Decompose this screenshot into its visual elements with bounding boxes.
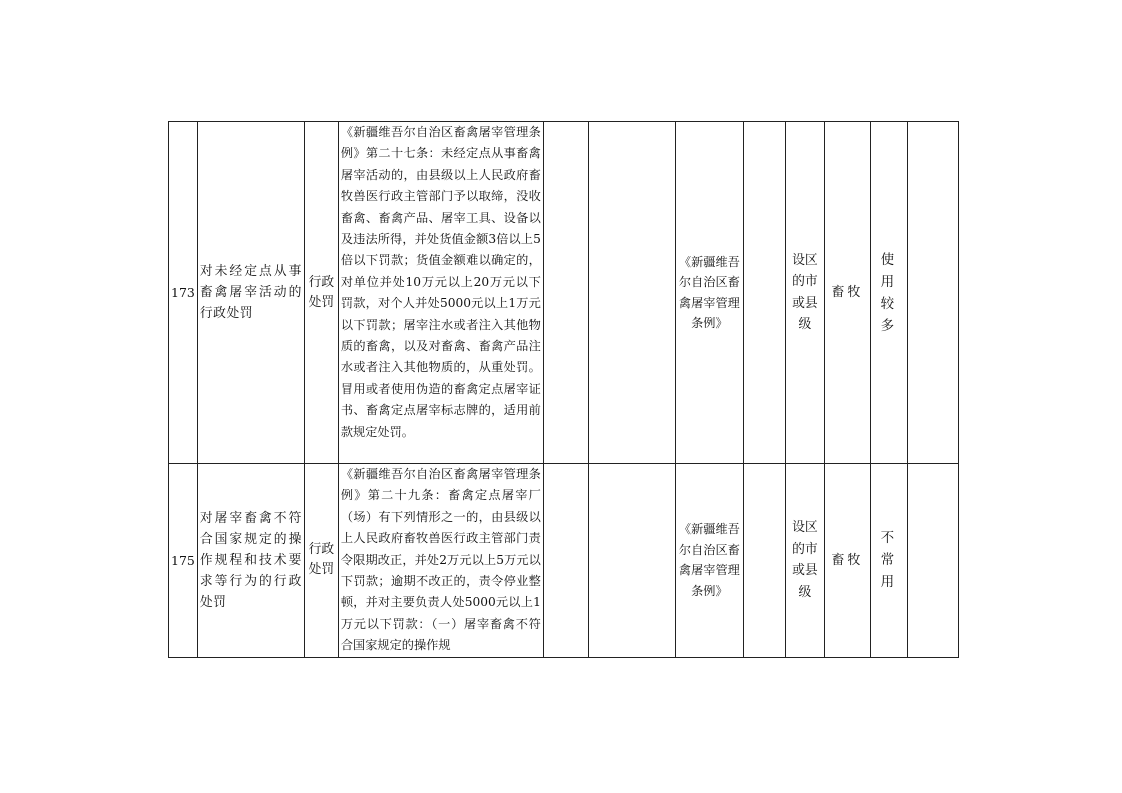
enforcement-level: 设区的市或县级 [785,122,824,464]
empty-cell [543,464,588,658]
enforcement-level: 设区的市或县级 [785,464,824,658]
table-row [169,122,959,464]
empty-cell [588,464,675,658]
usage-frequency: 使用较多 [870,122,907,464]
usage-frequency: 不常用 [870,464,907,658]
item-number: 173 [169,122,198,464]
item-name: 对屠宰畜禽不符合国家规定的操作规程和技术要求等行为的行政处罚 [197,464,304,658]
item-type: 行政处罚 [304,464,338,658]
empty-cell [907,464,958,658]
empty-cell [743,464,785,658]
empty-cell [907,122,958,464]
item-number: 175 [169,464,198,658]
table-row [169,464,959,658]
legal-basis: 《新疆维吾尔自治区畜禽屠宰管理条例》第二十七条：未经定点从事畜禽屠宰活动的，由县级以上人民政府畜牧兽医行政主管部门予以取缔，没收畜禽、畜禽产品、屠宰工具、设备以及违法所得，并处货值金额3倍以上5倍以下罚款；货值金额难以确定的，对单位并处10万元以上20万元以下罚款，对个人并处5000元以上1万元以下罚款；屠宰注水或者注入其他物质的畜禽，以及对畜禽、畜禽产品注水或者注入其他物质的，从重处罚。冒用或者使用伪造的畜禽定点屠宰证书、畜禽定点屠宰标志牌的，适用前款规定处罚。 [338,122,543,464]
department: 畜牧 [824,122,870,464]
department: 畜牧 [824,464,870,658]
legal-basis: 《新疆维吾尔自治区畜禽屠宰管理条例》第二十九条：畜禽定点屠宰厂（场）有下列情形之一的，由县级以上人民政府畜牧兽医行政主管部门责令限期改正，并处2万元以上5万元以下罚款；逾期不改正的，责令停业整顿，并对主要负责人处5000元以上1万元以下罚款：（一）屠宰畜禽不符合国家规定的操作规 [338,464,543,658]
item-name: 对未经定点从事畜禽屠宰活动的行政处罚 [197,122,304,464]
empty-cell [543,122,588,464]
empty-cell [588,122,675,464]
enforcement-items-table [168,121,959,658]
regulation-name: 《新疆维吾尔自治区畜禽屠宰管理条例》 [675,122,743,464]
item-type: 行政处罚 [304,122,338,464]
empty-cell [743,122,785,464]
regulation-name: 《新疆维吾尔自治区畜禽屠宰管理条例》 [675,464,743,658]
